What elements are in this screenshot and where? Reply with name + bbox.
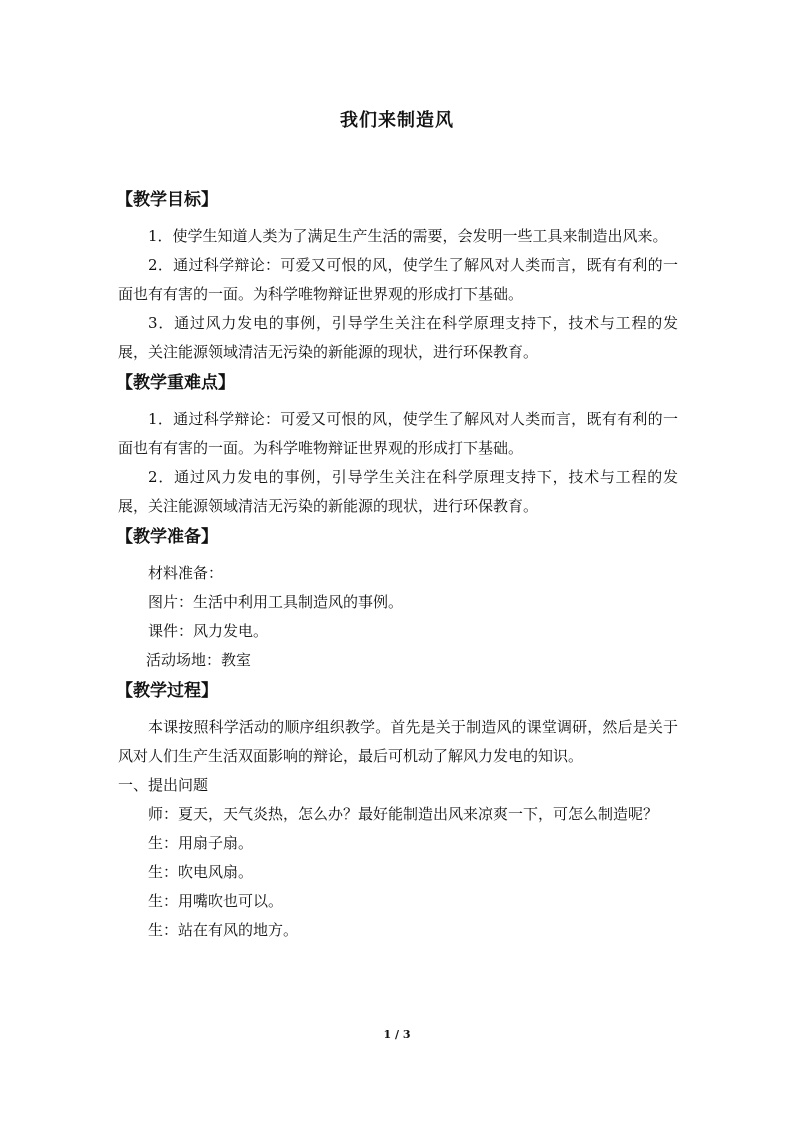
section-heading-process: 【教学过程】 [116,681,218,701]
process-step-heading: 一、提出问题 [118,776,209,794]
dialogue-line: 生：站在有风的地方。 [148,921,299,939]
dialogue-line: 生：用扇子扇。 [148,834,254,852]
section-heading-key-points: 【教学重难点】 [116,373,235,393]
goal-item: 3．通过风力发电的事例，引导学生关注在科学原理支持下，技术与工程的发展，关注能源领域清洁无污染的新能源的现状，进行环保教育。 [118,314,678,361]
key-point-item: 1．通过科学辩论：可爱又可恨的风，使学生了解风对人类而言，既有有利的一面也有有害的一面。为科学唯物辩证世界观的形成打下基础。 [118,410,678,457]
dialogue-line: 生：用嘴吹也可以。 [148,892,284,910]
document-title: 我们来制造风 [340,110,454,131]
dialogue-line: 生：吹电风扇。 [148,863,254,881]
preparation-item: 活动场地：教室 [146,651,252,669]
section-heading-goals: 【教学目标】 [116,190,218,210]
key-point-item: 2．通过风力发电的事例，引导学生关注在科学原理支持下，技术与工程的发展，关注能源领域清洁无污染的新能源的现状，进行环保教育。 [118,468,678,515]
section-heading-preparation: 【教学准备】 [116,527,218,547]
goal-item: 1．使学生知道人类为了满足生产生活的需要，会发明一些工具来制造出风来。 [148,227,668,245]
process-intro: 本课按照科学活动的顺序组织教学。首先是关于制造风的课堂调研，然后是关于风对人们生产生活双面影响的辩论，最后可机动了解风力发电的知识。 [118,718,678,765]
document-body [118,184,678,945]
page-number: 1 / 3 [383,1028,411,1041]
preparation-item: 图片：生活中利用工具制造风的事例。 [148,593,404,611]
preparation-item: 材料准备： [148,564,224,582]
goal-item: 2．通过科学辩论：可爱又可恨的风，使学生了解风对人类而言，既有有利的一面也有有害的一面。为科学唯物辩证世界观的形成打下基础。 [118,256,678,303]
preparation-item: 课件：风力发电。 [148,622,269,640]
dialogue-line: 师：夏天，天气炎热，怎么办？最好能制造出风来凉爽一下，可怎么制造呢？ [148,805,659,823]
